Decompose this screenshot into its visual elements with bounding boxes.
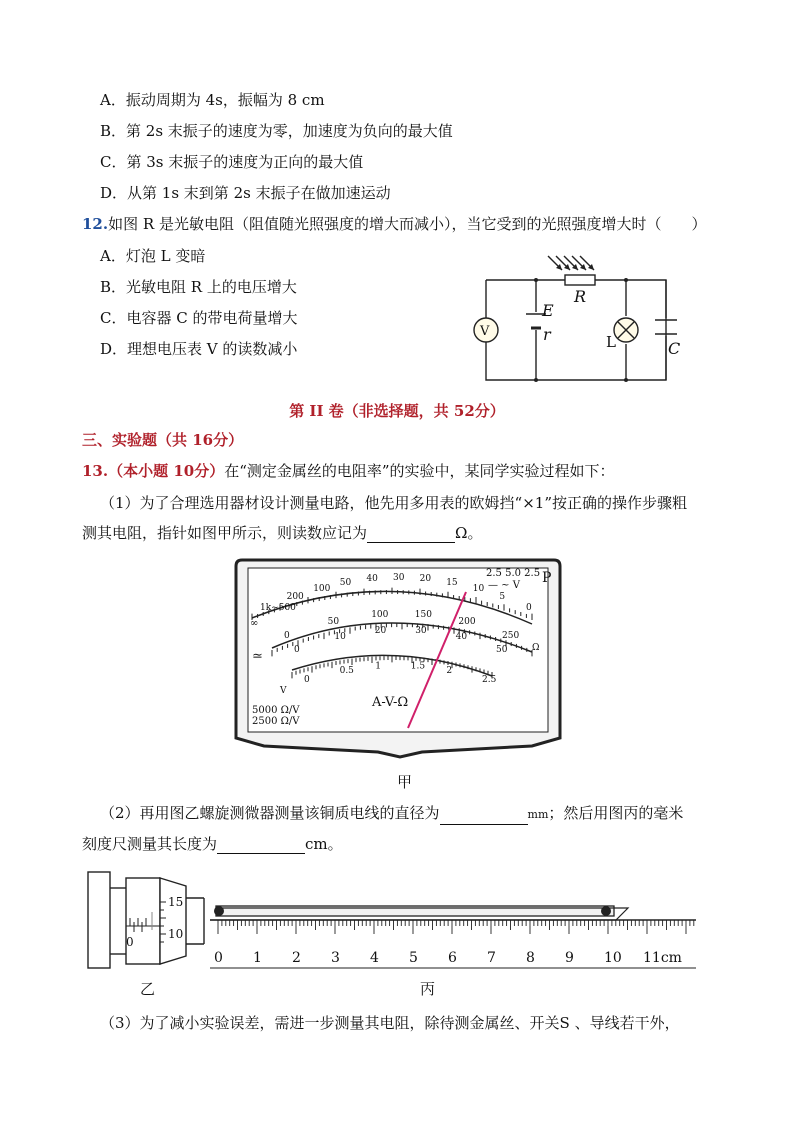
- meter-top-right-sub: — ~ V: [488, 580, 520, 591]
- q12-stem: 12.如图 R 是光敏电阻（阻值随光照强度的增大而减小），当它受到的光照强度增大时（ ）: [82, 215, 707, 233]
- label-C: C: [668, 339, 680, 358]
- meter-scale-label: 1: [375, 661, 381, 672]
- ruler-label: 3: [331, 950, 340, 966]
- answer-blank-mm[interactable]: [440, 808, 528, 825]
- meter-spec-2: 2500 Ω/V: [252, 716, 300, 727]
- meter-top-right: 2.5 5.0 2.5: [486, 568, 541, 579]
- meter-scale-label: 0: [526, 603, 532, 613]
- q11-option-a: A．振动周期为 4s，振幅为 8 cm: [100, 91, 325, 109]
- multimeter-dial: [232, 556, 564, 764]
- meter-scale-label: 50: [339, 577, 352, 588]
- label-r: r: [543, 325, 551, 344]
- q13-part3-line1: （3）为了减小实验误差，需进一步测量其电阻，除待测金属丝、开关S 、导线若干外，: [100, 1014, 680, 1032]
- meter-scale-label: 50: [327, 616, 340, 627]
- q11-option-d: D．从第 1s 末到第 2s 末振子在做加速运动: [100, 184, 391, 202]
- ruler-label: 4: [370, 950, 379, 966]
- meter-brand: A-V-Ω: [372, 695, 409, 710]
- meter-scale-label: 1.5: [410, 661, 426, 672]
- meter-scale-label: 100: [371, 609, 389, 620]
- ruler-label: 1: [253, 950, 262, 966]
- meter-scale-label: 1k~500: [260, 603, 296, 613]
- label-R: R: [574, 287, 587, 306]
- meter-inf: ∞: [250, 618, 259, 629]
- q11-option-b: B．第 2s 末振子的速度为零，加速度为负向的最大值: [100, 122, 453, 140]
- micrometer: [86, 868, 210, 972]
- ruler-label: 6: [448, 950, 457, 966]
- ruler-label: 2: [292, 950, 301, 966]
- q12-option-a: A．灯泡 L 变暗: [100, 247, 206, 265]
- q12-option-b: B．光敏电阻 R 上的电压增大: [100, 278, 297, 296]
- meter-scale-label: 250: [502, 631, 520, 641]
- meter-scale-label: 0: [304, 675, 310, 685]
- meter-scale-label: 0: [284, 631, 290, 641]
- answer-blank-cm[interactable]: [217, 837, 305, 854]
- meter-scale-label: 0: [294, 645, 300, 655]
- caption-jia: 甲: [397, 773, 413, 791]
- section-title-3: 三、实验题（共 16分）: [82, 431, 244, 449]
- meter-scale-label: 200: [286, 592, 304, 603]
- meter-v: V: [280, 686, 287, 696]
- ruler-label: 9: [565, 950, 574, 966]
- meter-tilde: ≃: [252, 649, 263, 664]
- meter-scale-label: 30: [393, 573, 405, 583]
- meter-scale-label: 50: [496, 645, 508, 655]
- meter-scale-label: 100: [313, 583, 331, 594]
- meter-scale-label: 40: [366, 574, 378, 585]
- section-title-2: 第 II 卷（非选择题，共 52分）: [289, 402, 505, 420]
- label-L: L: [606, 333, 616, 351]
- meter-scale-label: 2: [446, 666, 453, 677]
- meter-scale-label: 15: [446, 577, 458, 588]
- meter-scale-label: 10: [472, 583, 485, 594]
- meter-scale-label: 30: [415, 625, 427, 636]
- meter-scale-label: 0.5: [339, 666, 354, 677]
- label-V: V: [480, 324, 490, 339]
- caption-yi: 乙: [140, 980, 156, 998]
- ruler-label: 0: [214, 950, 223, 966]
- circuit-diagram: [470, 250, 680, 390]
- q12-option-d: D．理想电压表 V 的读数减小: [100, 340, 298, 358]
- q13-part2-line1: （2）再用图乙螺旋测微器测量该铜质电线的直径为 mm；然后用图丙的毫米: [100, 803, 683, 825]
- meter-ohm: Ω: [532, 643, 540, 653]
- meter-scale-label: 150: [414, 609, 432, 620]
- q13-stem: 13.（本小题 10分）在“测定金属丝的电阻率”的实验中，某同学实验过程如下：: [82, 462, 615, 480]
- meter-scale-label: 10: [334, 632, 346, 643]
- micrometer-tick-15: 15: [168, 895, 184, 909]
- q13-part1-line2: 测其电阻，指针如图甲所示，则读数应记为 Ω。: [82, 524, 483, 542]
- q11-option-c: C．第 3s 末振子的速度为正向的最大值: [100, 153, 364, 171]
- meter-scale-label: 200: [458, 616, 476, 627]
- meter-spec-1: 5000 Ω/V: [252, 705, 300, 716]
- micrometer-tick-10: 10: [168, 927, 184, 941]
- meter-scale-label: 20: [419, 574, 432, 585]
- meter-scale-label: 40: [455, 632, 468, 643]
- answer-blank-ohm[interactable]: [367, 526, 455, 543]
- micrometer-zero: 0: [126, 935, 134, 949]
- ruler-label: 8: [526, 950, 535, 966]
- q13-part1-line1: （1）为了合理选用器材设计测量电路，他先用多用表的欧姆挡“×1”按正确的操作步骤粗: [100, 494, 687, 512]
- meter-P: P: [542, 570, 552, 586]
- ruler-label: 11cm: [643, 950, 682, 966]
- ruler-label: 5: [409, 950, 418, 966]
- q13-part2-line2: 刻度尺测量其长度为 cm。: [82, 835, 343, 853]
- ruler-label: 7: [487, 950, 496, 966]
- meter-scale-label: 2.5: [482, 675, 497, 685]
- label-E: E: [542, 301, 554, 320]
- meter-scale-label: 5: [499, 592, 506, 603]
- meter-scale-label: 20: [374, 625, 387, 636]
- q12-option-c: C．电容器 C 的带电荷量增大: [100, 309, 298, 327]
- ruler-label: 10: [604, 950, 622, 966]
- ruler-with-wire: [208, 898, 702, 974]
- caption-bing: 丙: [420, 980, 436, 998]
